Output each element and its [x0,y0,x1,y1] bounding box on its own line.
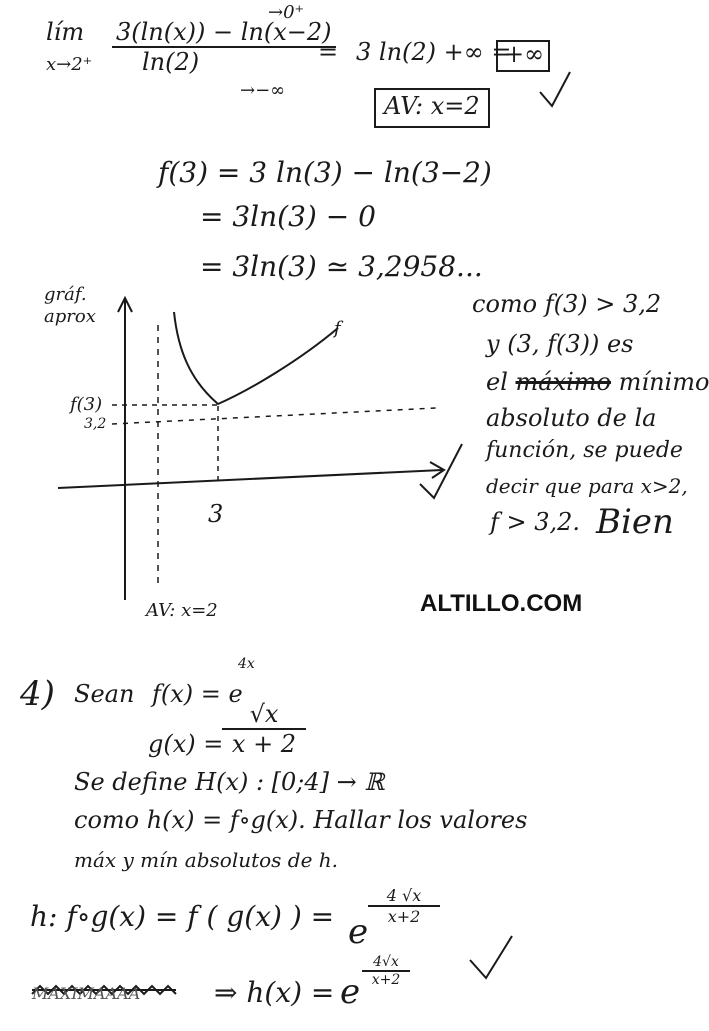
limit-denominator: ln(2) [142,48,200,76]
grade-bien: Bien [596,502,674,542]
solution-e2: e [340,972,361,1012]
solution-e2-num: 4√x [362,954,410,972]
note-line-4: absoluto de la [486,404,657,432]
x-axis [58,470,442,488]
note-struck-word: máximo [515,368,611,396]
solution-e2-exponent [362,954,410,988]
limit-result-boxed: +∞ [504,40,545,68]
check-mark-icon [540,72,570,106]
problem-como-line: como h(x) = f∘g(x). Hallar los valores [74,806,528,834]
limit-subscript: x→2⁺ [46,54,93,75]
solution-e2-den: x+2 [371,972,401,988]
eval-line-3: = 3ln(3) ≃ 3,2958... [200,250,483,283]
limit-tends-minus-infinity-note: →−∞ [240,80,286,101]
problem-sean: Sean [74,680,135,708]
limit-symbol: lím [46,18,85,46]
note-line-7: f > 3,2. [490,508,581,536]
note-minimo: mínimo [618,368,709,396]
graph-curve-label: f [334,318,341,339]
limit-result: 3 ln(2) +∞ = [356,38,512,66]
limit-equals: = [318,38,339,66]
graph-caption-line1: gráf. [44,284,87,305]
graph-y-label-3-2: 3,2 [84,416,107,432]
eval-line-2: = 3ln(3) − 0 [200,200,376,233]
note-line-6: decir que para x>2, [486,474,688,498]
solution-implies: ⇒ h(x) = [214,976,335,1009]
check-mark-icon [470,936,512,978]
note-line-3 [486,368,709,396]
solution-e1-num: 4 √x [368,886,440,907]
graph-y-label-f3: f(3) [70,394,103,415]
problem-define-line: Se define H(x) : [0;4] → ℝ [74,768,385,796]
note-line-1: como f(3) > 3,2 [472,290,662,318]
solution-composition: h: f∘g(x) = f ( g(x) ) = [30,900,335,933]
f-definition: f(x) = e [152,680,243,708]
graph-asymptote-label: AV: x=2 [146,600,218,621]
note-line-2: y (3, f(3)) es [486,330,634,358]
g-numerator: √x [222,700,306,730]
g-fraction [222,700,306,758]
problem-number: 4) [20,674,55,714]
g-definition: g(x) = [148,730,224,758]
graph-caption-line2: aprox [44,306,96,327]
av-boxed-text: AV: x=2 [384,92,480,120]
note-el: el [486,368,516,396]
f-exponent: 4x [238,656,255,672]
scribble-text: MAXIMAAAA [32,984,141,1003]
limit-tends-zero-note: →0⁺ [268,2,305,23]
solution-e1: e [348,912,369,952]
solution-e1-exponent [368,886,440,926]
solution-e1-den: x+2 [387,907,421,926]
watermark: ALTILLO.COM [420,590,583,617]
limit-numerator: 3(ln(x)) − ln(x−2) [112,18,336,48]
g-denominator: x + 2 [231,730,297,758]
note-line-5: función, se puede [486,438,683,463]
y-3-2-guide-line [112,408,436,424]
problem-max-line: máx y mín absolutos de h. [74,848,339,872]
graph-x-tick-3: 3 [208,500,224,528]
function-curve [174,312,338,404]
eval-line-1: f(3) = 3 ln(3) − ln(3−2) [158,156,492,189]
